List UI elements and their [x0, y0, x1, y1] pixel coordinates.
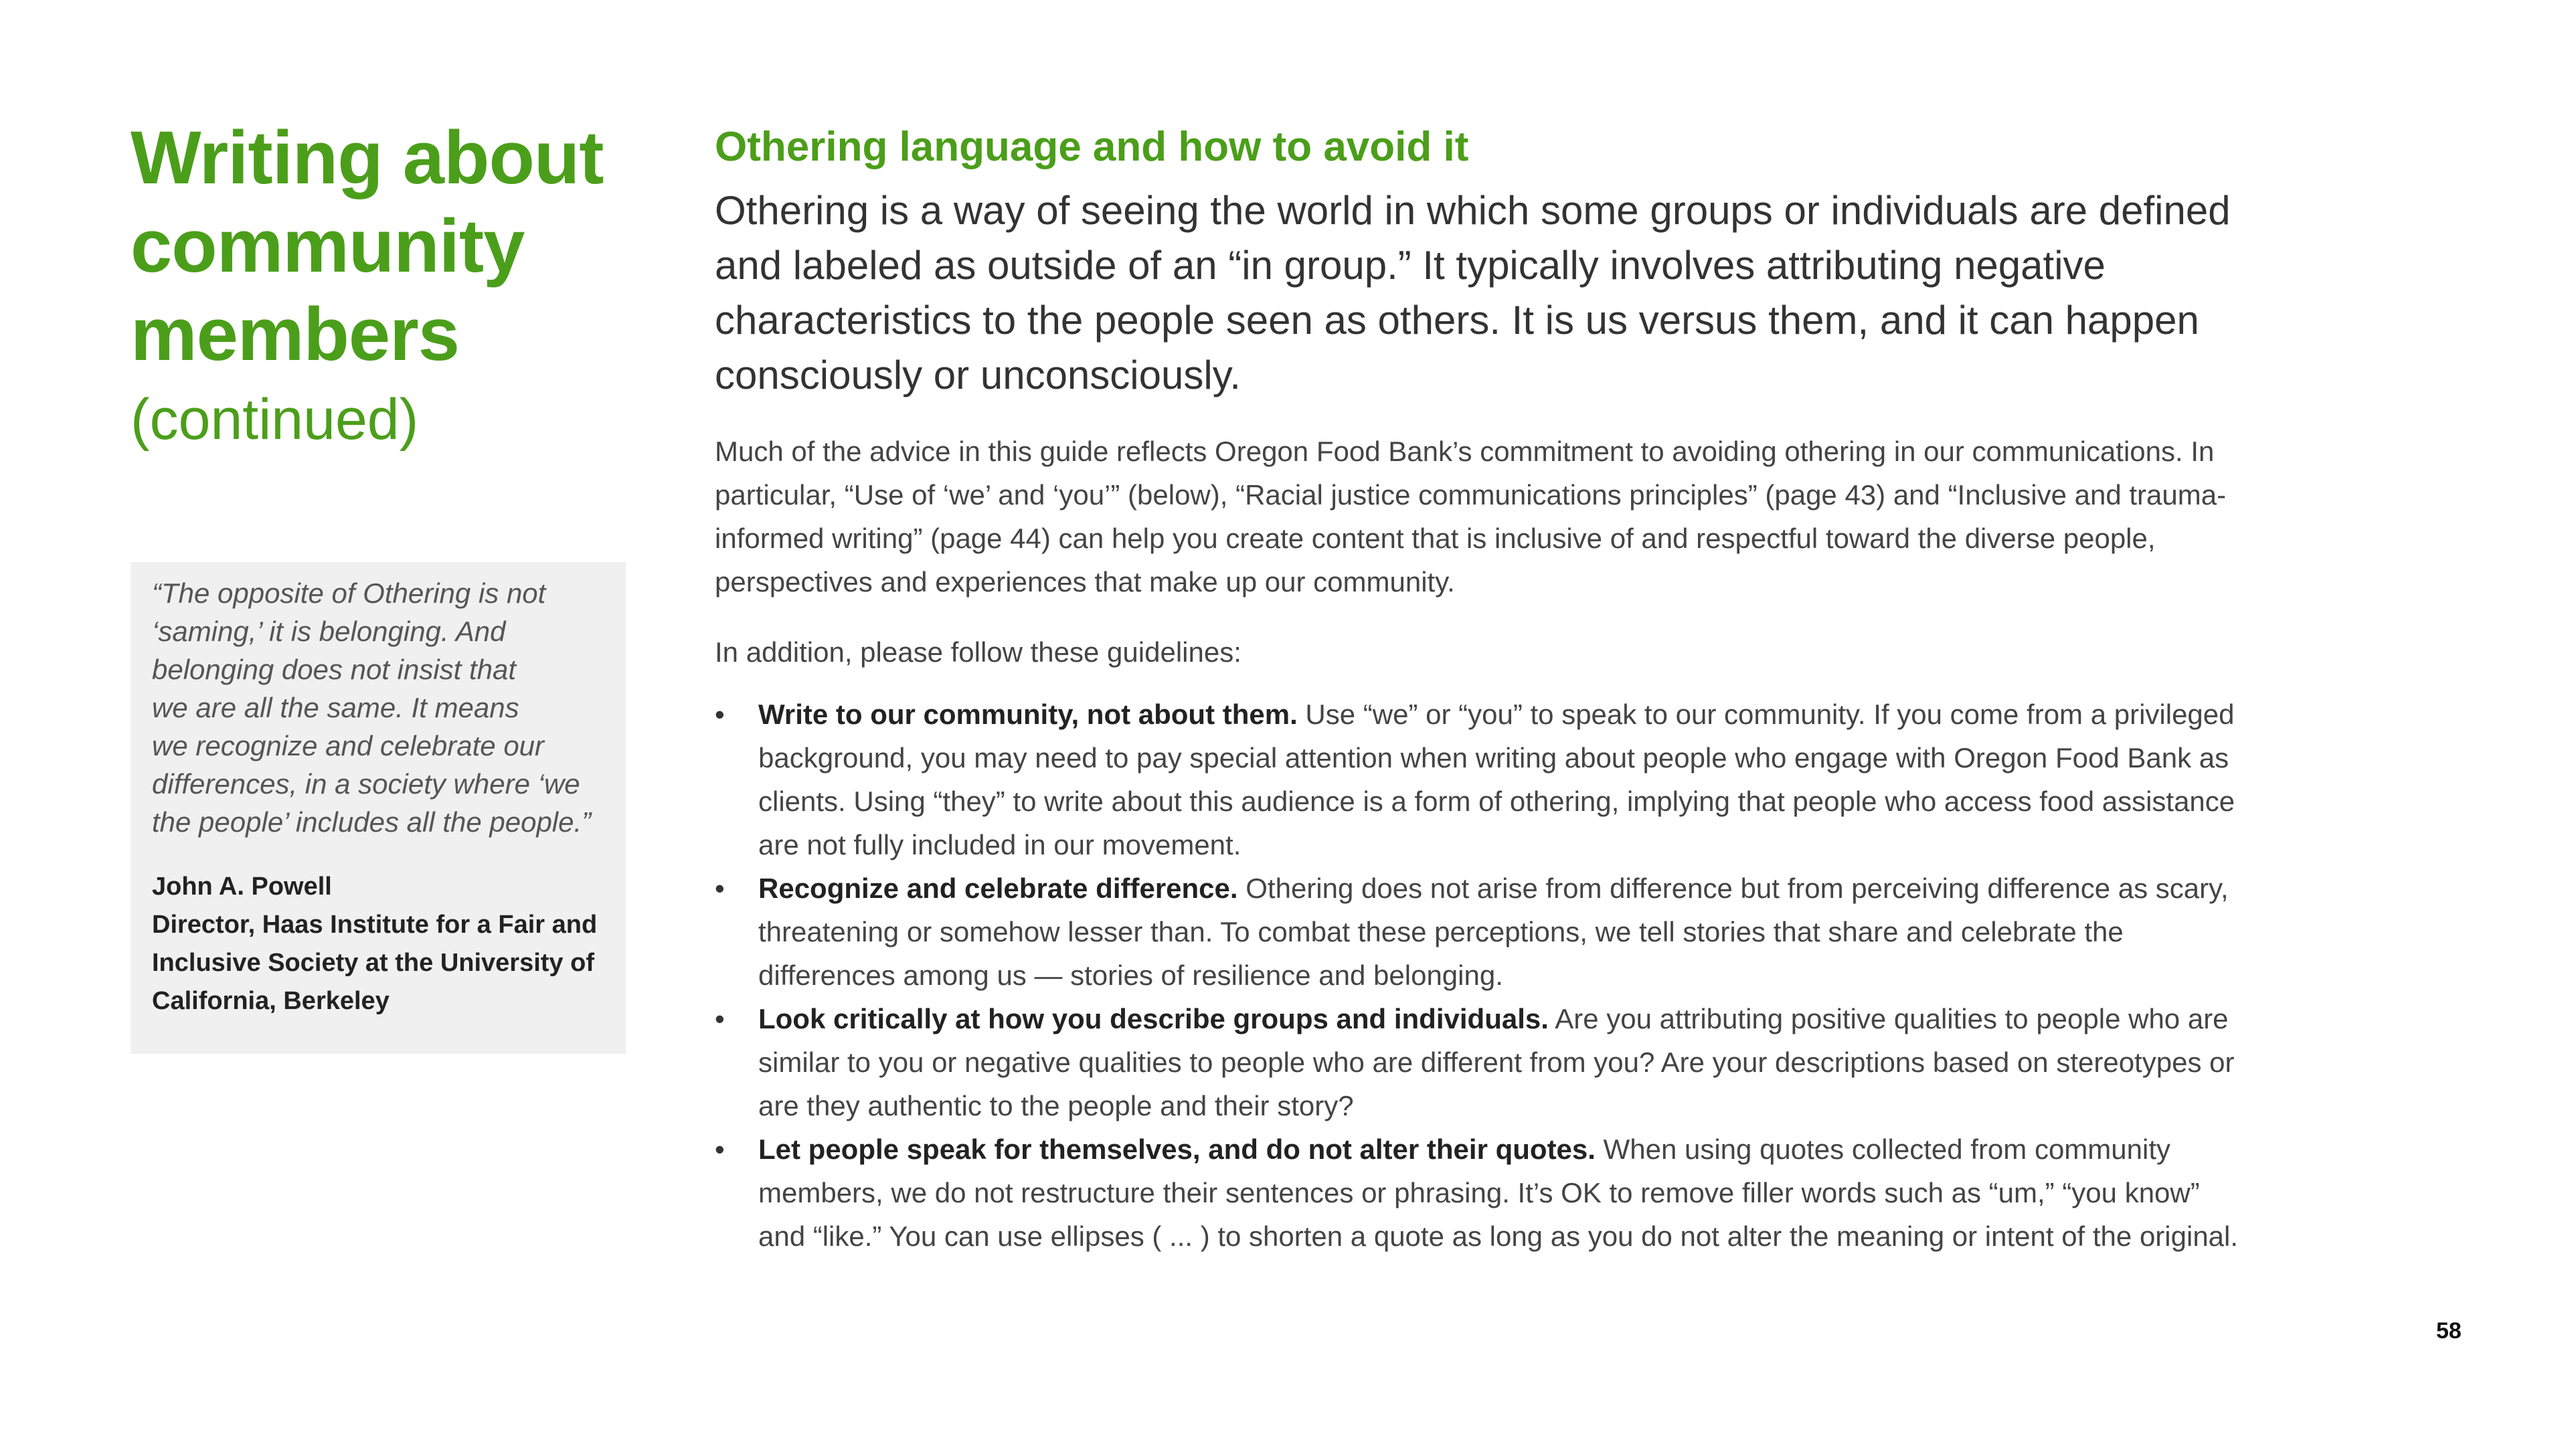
page-title-line: members [131, 292, 460, 376]
bullet-icon: • [715, 699, 725, 730]
guideline-title: Look critically at how you describe groups and individuals. [758, 1003, 1549, 1034]
guideline-text: Use “we” or “you” to speak to our community. If you come from a privileged background, you may need to pay special attention when writing about people who engage with Oregon Food Bank as clients. Using “they” to write about this audience is a form of othering, implying that people who access food assistance are not fully included in our movement. [758, 699, 2235, 860]
guideline-text: Othering does not arise from difference but from perceiving difference as scary, threatening or somehow lesser than. To combat these perceptions, we tell stories that share and celebrate the differences among us — stories of resilience and belonging. [758, 873, 2229, 991]
section-heading: Othering language and how to avoid it [715, 124, 1469, 170]
attribution-name: John A. Powell [152, 873, 332, 901]
bullet-icon: • [715, 873, 725, 904]
quote-line: we are all the same. It means [152, 692, 519, 723]
quote-line: belonging does not insist that [152, 654, 517, 685]
quote-line: the people’ includes all the people.” [152, 806, 592, 838]
list-item [715, 693, 2241, 867]
pull-quote-box [131, 562, 626, 1054]
page-subtitle: (continued) [131, 387, 419, 452]
guideline-title: Write to our community, not about them. [758, 699, 1298, 730]
guideline-text: Are you attributing positive qualities to people who are similar to you or negative qualities to people who are different from you? Are your descriptions based on stereotypes or are they authentic to the people and their story? [758, 1003, 2235, 1121]
guidelines-list [715, 693, 2241, 1258]
attribution-title-line: California, Berkeley [152, 987, 390, 1015]
attribution-title-line: Inclusive Society at the University of [152, 949, 594, 977]
quote-line: differences, in a society where ‘we [152, 768, 580, 800]
list-item [715, 867, 2241, 997]
list-item [715, 1127, 2241, 1258]
bullet-icon: • [715, 1003, 725, 1034]
page-title-line: Writing about [131, 116, 604, 199]
lead-paragraph: Othering is a way of seeing the world in which some groups or individuals are defined and labeled as outside of an “in group.” It typically involves attributing negative characteristics to the people seen as others. It is us versus them, and it can happen consciously or unconsciously. [715, 188, 2231, 397]
list-item [715, 997, 2241, 1127]
attribution-title-line: Director, Haas Institute for a Fair and [152, 911, 598, 939]
guideline-title: Let people speak for themselves, and do not alter their quotes. [758, 1133, 1596, 1165]
quote-attribution [152, 868, 606, 1020]
guideline-text: When using quotes collected from community members, we do not restructure their sentences or phrasing. It’s OK to remove filler words such as “um,” “you know” and “like.” You can use ellipses ( ... ) to shorten a quote as long as you do not alter the meaning or intent of the original. [758, 1133, 2239, 1252]
left-column [131, 114, 639, 456]
page-title [131, 114, 639, 379]
guidelines-intro: In addition, please follow these guidelines: [715, 636, 1241, 668]
guideline-title: Recognize and celebrate difference. [758, 873, 1238, 904]
quote-line: ‘saming,’ it is belonging. And [152, 616, 506, 647]
page-number: 58 [2436, 1318, 2462, 1344]
main-content [715, 120, 2241, 1258]
quote-line: “The opposite of Othering is not [152, 577, 546, 609]
pull-quote-text [152, 574, 606, 841]
bullet-icon: • [715, 1133, 725, 1165]
quote-line: we recognize and celebrate our [152, 730, 545, 761]
body-paragraph: Much of the advice in this guide reflects Oregon Food Bank’s commitment to avoiding othering in our communications. In particular, “Use of ‘we’ and ‘you’” (below), “Racial justice communications principles” (page 43) and “Inclusive and trauma-informed writing” (page 44) can help you create content that is inclusive of and respectful toward the diverse people, perspectives and experiences that make up our community. [715, 436, 2227, 598]
page-title-line: community [131, 204, 525, 288]
